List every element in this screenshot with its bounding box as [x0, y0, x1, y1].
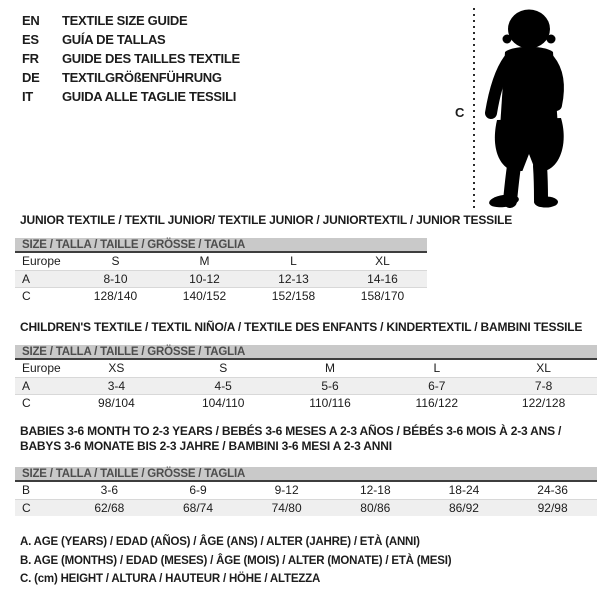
table-cell: 6-7 — [383, 377, 490, 394]
table-cell: 5-6 — [277, 377, 384, 394]
table-cell: S — [219, 361, 228, 376]
language-row — [22, 68, 240, 87]
language-row — [22, 87, 240, 106]
height-measure-label: C — [455, 105, 465, 120]
section-heading-junior: JUNIOR TEXTILE / TEXTIL JUNIOR/ TEXTILE JUNIOR / JUNIORTEXTIL / JUNIOR TESSILE — [20, 213, 513, 227]
table-cell: 4-5 — [170, 377, 277, 394]
table-row — [15, 499, 597, 516]
row-label: C — [15, 287, 71, 304]
table-cell: 68/74 — [154, 499, 243, 516]
table-cell: 158/170 — [338, 287, 427, 304]
baby-silhouette-icon — [483, 8, 575, 208]
size-header-bar: SIZE / TALLA / TAILLE / GRÖSSE / TAGLIA — [15, 238, 427, 253]
language-row — [22, 11, 240, 30]
babies-size-table — [15, 467, 597, 516]
size-header-bar: SIZE / TALLA / TAILLE / GRÖSSE / TAGLIA — [15, 467, 597, 482]
table-row — [15, 270, 427, 287]
table-cell: 18-24 — [448, 483, 480, 498]
children-size-table — [15, 345, 597, 411]
table-cell: 3-6 — [100, 483, 118, 498]
table-cell: 7-8 — [490, 377, 597, 394]
language-title: GUIDA ALLE TAGLIE TESSILI — [62, 89, 237, 104]
table-cell: 24-36 — [537, 483, 568, 498]
language-row — [22, 49, 240, 68]
table-cell: L — [433, 361, 441, 376]
language-code: ES — [22, 32, 39, 47]
table-cell: L — [290, 254, 297, 269]
size-table — [15, 482, 597, 516]
language-title: GUIDE DES TAILLES TEXTILE — [62, 51, 240, 66]
table-cell: 140/152 — [160, 287, 249, 304]
row-label: Europe — [22, 254, 61, 269]
table-row — [15, 377, 597, 394]
row-label: Europe — [22, 361, 61, 376]
table-cell: 62/68 — [65, 499, 154, 516]
row-label: C — [15, 499, 65, 516]
language-title: TEXTILE SIZE GUIDE — [62, 13, 188, 28]
table-cell: 9-12 — [274, 483, 299, 498]
size-header-bar: SIZE / TALLA / TAILLE / GRÖSSE / TAGLIA — [15, 345, 597, 360]
row-label: B — [22, 483, 31, 498]
note-age-years: A. AGE (YEARS) / EDAD (AÑOS) / ÂGE (ANS) / ALTER (JAHRE) / ETÀ (ANNI) — [20, 536, 420, 548]
table-cell: 104/110 — [170, 394, 277, 411]
language-list — [22, 11, 240, 106]
table-cell: 8-10 — [71, 270, 160, 287]
table-row — [15, 287, 427, 304]
language-code: IT — [22, 89, 33, 104]
size-table — [15, 253, 427, 304]
table-cell: 74/80 — [242, 499, 331, 516]
table-cell: 10-12 — [160, 270, 249, 287]
language-row — [22, 30, 240, 49]
table-cell: 86/92 — [420, 499, 509, 516]
table-cell: 122/128 — [490, 394, 597, 411]
row-label: C — [15, 394, 63, 411]
table-row — [15, 253, 427, 270]
language-title: TEXTILGRÖßENFÜHRUNG — [62, 70, 222, 85]
table-cell: 152/158 — [249, 287, 338, 304]
note-height: C. (cm) HEIGHT / ALTURA / HAUTEUR / HÖHE / ALTEZZA — [20, 573, 321, 585]
table-row — [15, 394, 597, 411]
table-cell: M — [324, 361, 335, 376]
table-cell: 92/98 — [508, 499, 597, 516]
table-row — [15, 482, 597, 499]
language-code: DE — [22, 70, 40, 85]
table-cell: 98/104 — [63, 394, 170, 411]
section-heading-children: CHILDREN'S TEXTILE / TEXTIL NIÑO/A / TEXTILE DES ENFANTS / KINDERTEXTIL / BAMBINI TESSILE — [20, 320, 583, 334]
table-cell: M — [199, 254, 210, 269]
table-cell: XL — [375, 254, 390, 269]
section-heading-babies-line2: BABYS 3-6 MONATE BIS 2-3 JAHRE / BAMBINI 3-6 MESI A 2-3 ANNI — [20, 439, 392, 453]
table-cell: 110/116 — [277, 394, 384, 411]
table-cell: 14-16 — [338, 270, 427, 287]
row-label: A — [15, 270, 71, 287]
height-measure-dotted-line — [473, 8, 475, 208]
table-cell: 128/140 — [71, 287, 160, 304]
note-age-months: B. AGE (MONTHS) / EDAD (MESES) / ÂGE (MOIS) / ALTER (MONATE) / ETÀ (MESI) — [20, 554, 452, 567]
language-code: FR — [22, 51, 39, 66]
table-cell: 80/86 — [331, 499, 420, 516]
row-label: A — [15, 377, 63, 394]
table-cell: XS — [108, 361, 125, 376]
language-code: EN — [22, 13, 40, 28]
junior-size-table — [15, 238, 427, 304]
table-cell: 6-9 — [189, 483, 207, 498]
language-title: GUÍA DE TALLAS — [62, 32, 166, 47]
section-heading-babies-line1: BABIES 3-6 MONTH TO 2-3 YEARS / BEBÉS 3-6 MESES A 2-3 AÑOS / BÉBÉS 3-6 MOIS À 2-3 ANS / — [20, 424, 562, 438]
size-table — [15, 360, 597, 411]
table-cell: XL — [536, 361, 551, 376]
table-cell: 3-4 — [63, 377, 170, 394]
legend-notes — [20, 533, 451, 589]
table-row — [15, 360, 597, 377]
table-cell: S — [111, 254, 120, 269]
table-cell: 116/122 — [383, 394, 490, 411]
table-cell: 12-18 — [359, 483, 391, 498]
table-cell: 12-13 — [249, 270, 338, 287]
